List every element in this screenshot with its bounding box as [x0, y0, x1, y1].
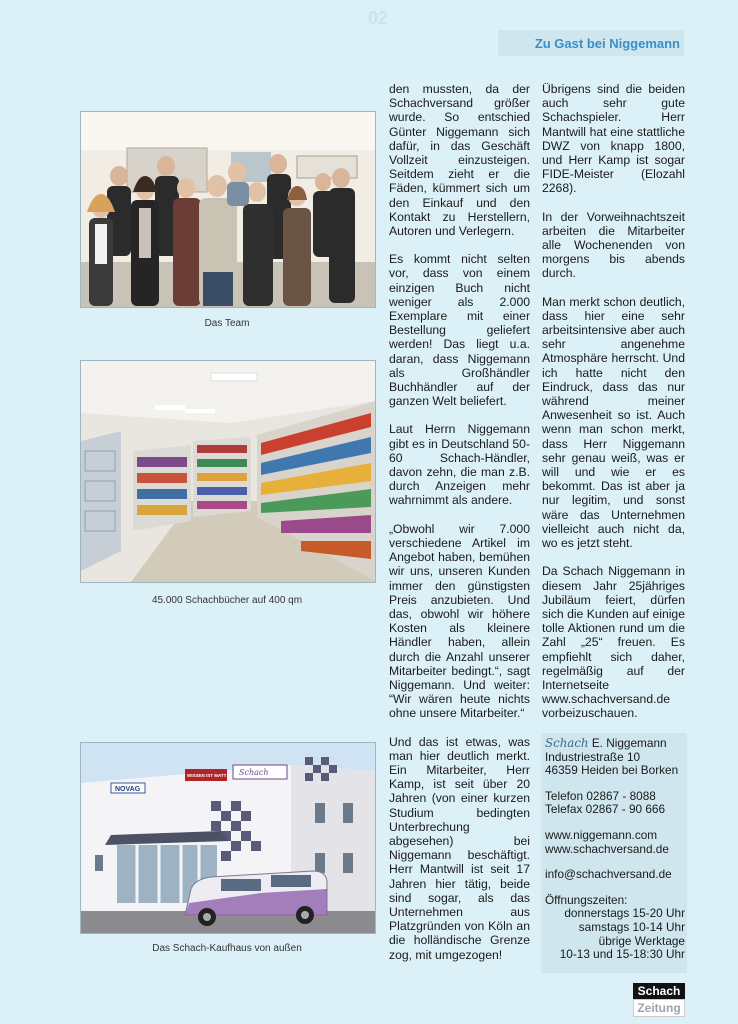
team-photo — [80, 111, 376, 308]
store-sign-schach: Schach — [239, 768, 269, 777]
article-column-middle — [389, 82, 530, 976]
article-column-right — [542, 82, 685, 735]
article-paragraph: Und das ist etwas, was man hier deutlich merkt. Ein Mitarbeiter, Herr Kamp, ist seit über 20 Jahren (von einer kurzen Studium bedingten Unterbrechung abgesehen) bei Niggemann beschäftigt. Herr Mantwill ist seit 17 Jahren hier tätig, beide sind sogar, als das Unternehmen aus Platzgründen von Köln an die holländische Grenze zog, mit umgezogen! — [389, 734, 530, 962]
store-exterior-caption: Das Schach-Kaufhaus von außen — [152, 943, 302, 954]
contact-web-link[interactable]: www.schachversand.de — [545, 841, 669, 856]
hours-line: samstags 10-14 Uhr — [578, 919, 685, 934]
store-exterior-photo — [80, 742, 376, 934]
article-paragraph: Laut Herrn Niggemann gibt es in Deutschland 50-60 Schach-Händler, davon zehn, die man z.B. durch Anzeigen mehr wahrnimmt als andere. — [389, 422, 530, 508]
schach-zeitung-logo — [633, 983, 685, 1017]
store-sign-wissen: WISSEN IST MATT — [187, 773, 227, 778]
bookstore-photo-illustration — [81, 361, 375, 582]
article-paragraph: Es kommt nicht selten vor, dass von einem einzigen Buch nicht weniger als 2.000 Exemplare mit einer Bestellung geliefert werden! Das liegt u.a. daran, dass Niggemann als Großhändler Buchhändler auf der ganzen Welt beliefert. — [389, 252, 530, 409]
section-title: Zu Gast bei Niggemann — [534, 36, 680, 51]
contact-company — [545, 737, 685, 751]
bookstore-photo — [80, 360, 376, 583]
article-paragraph: „Obwohl wir 7.000 verschiedene Artikel im Angebot haben, bemühen wir uns, unseren Kunden immer den günstigsten Preis anzubieten. Und das, obwohl wir höhere Kosten als kleinere Händler haben, allein durch die Anzahl unserer Mitarbeiter bedingt.“, sagt Niggemann. Und weiter: “Wir wären heute nichts ohne unsere Mitarbeiter.“ — [389, 521, 530, 721]
contact-city: 46359 Heiden bei Borken — [545, 763, 679, 778]
article-paragraph: In der Vorweihnachtszeit arbeiten die Mitarbeiter alle Wochenenden von morgens bis abends durch. — [542, 209, 685, 281]
article-paragraph: Man merkt schon deutlich, dass hier eine sehr arbeitsintensive aber auch sehr angenehme Atmosphäre herrscht. Und ich hatte nicht den Eindruck, dass das nur während meiner Anwesenheit so ist. Auch wenn man schon merkt, dass Herr Niggemann sehr genau weiß, was er will und wie er es bekommt. Das ist aber ja nur legitim, und sonst wäre das Unternehmen vielleicht auch nicht da, wo es jetzt steht. — [542, 294, 685, 551]
contact-box — [541, 733, 687, 973]
store-sign-novag: NOVAG — [115, 786, 141, 793]
team-photo-illustration — [81, 112, 375, 307]
article-paragraph: Übrigens sind die beiden auch sehr gute Schachspieler. Herr Mantwill hat eine stattliche DWZ von knapp 1800, und Herr Kamp ist sogar FIDE-Meister (Elozahl 2268). — [542, 82, 685, 196]
team-photo-caption: Das Team — [204, 318, 250, 329]
article-paragraph: Da Schach Niggemann in diesem Jahr 25jähriges Jubiläum feiert, dürfen sich die Kunden auf einige tolle Aktionen rund um die Zahl „25“ freuen. Es empfiehlt sich daher, regelmäßig auf der Internetseite www.schachversand.de vorbeizuschauen. — [542, 564, 685, 721]
article-paragraph: den mussten, da der Schachversand größer wurde. So entschied Günter Niggemann sich dafür, in das Geschäft Vollzeit einzusteigen. Seitdem zieht er die Fäden, kümmert sich um den Einkauf und den Kontakt zu Herstellern, Autoren und Verlegern. — [389, 82, 530, 239]
contact-phone: Telefon 02867 - 8088 — [545, 788, 656, 803]
contact-brand: Schach — [545, 736, 589, 750]
logo-bottom: Zeitung — [633, 999, 685, 1017]
page-number: 02 — [368, 8, 389, 28]
contact-name: E. Niggemann — [591, 736, 667, 750]
bookstore-photo-caption: 45.000 Schachbücher auf 400 qm — [151, 595, 303, 606]
contact-fax: Telefax 02867 - 90 666 — [545, 802, 666, 817]
contact-street: Industriestraße 10 — [545, 749, 641, 764]
contact-email-link[interactable]: info@schachversand.de — [545, 867, 672, 882]
hours-line: 10-13 und 15-18:30 Uhr — [559, 947, 685, 962]
hours-line: donnerstags 15-20 Uhr — [564, 906, 685, 921]
contact-web-link[interactable]: www.niggemann.com — [545, 827, 658, 842]
hours-title: Öffnungszeiten: — [545, 892, 628, 907]
logo-top: Schach — [633, 983, 685, 999]
store-exterior-illustration — [81, 743, 375, 933]
hours-line: übrige Werktage — [598, 933, 685, 948]
